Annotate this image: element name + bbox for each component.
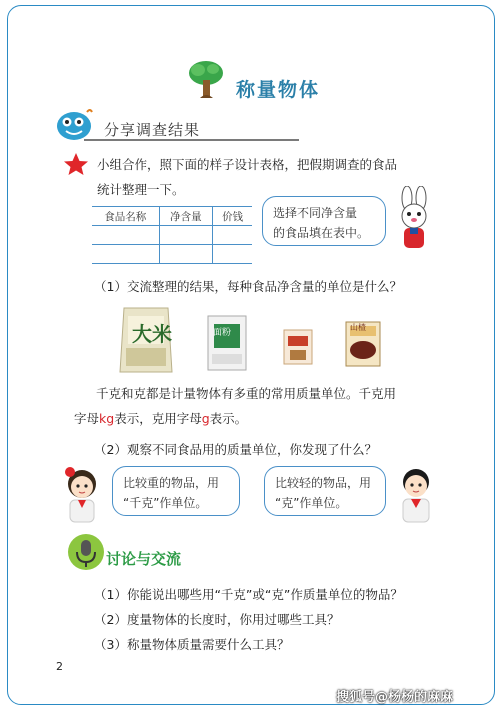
tree-icon: [186, 58, 226, 100]
flour-label: 面粉: [213, 328, 232, 338]
discussion-question-2: （2）度量物体的长度时，你用过哪些工具？: [94, 612, 340, 627]
discussion-question-3: （3）称量物体质量需要什么工具？: [94, 637, 290, 652]
table-header-row: [92, 207, 252, 226]
snack-label: 山楂: [350, 323, 366, 332]
task-intro-line2: 统计整理一下。: [97, 182, 185, 197]
units-text: 字母: [74, 411, 100, 426]
watermark: 搜狐号@杨杨的麻麻: [336, 690, 454, 705]
kg-unit: kg: [99, 411, 115, 426]
table-row: [92, 226, 252, 245]
hint-bubble: [262, 196, 386, 246]
table-header-cell: 食品名称: [92, 207, 159, 226]
table-header-cell: 净含量: [159, 207, 213, 226]
task-intro-line1: 小组合作，照下面的样子设计表格，把假期调查的食品: [97, 157, 398, 172]
heavy-line1: 比较重的物品，用: [123, 476, 220, 490]
g-unit: g: [201, 411, 210, 426]
microphone-mascot-icon: [66, 532, 106, 572]
units-text: 表示，克用字母: [114, 411, 202, 426]
units-line1: 千克和克都是计量物体有多重的常用质量单位。千克用: [96, 386, 397, 401]
star-icon: [63, 152, 89, 176]
question-1: （1）交流整理的结果，每种食品净含量的单位是什么？: [94, 279, 402, 294]
snack-box-image: [282, 326, 314, 366]
units-paragraph: [74, 381, 456, 431]
table-header-cell: 价钱: [213, 207, 252, 226]
boy-character-icon: [394, 462, 438, 524]
units-text: 表示。: [209, 411, 248, 426]
page-title: 称量物体: [236, 79, 321, 101]
heavy-items-bubble: [112, 466, 240, 516]
discussion-question-1: （1）你能说出哪些用“千克”或“克”作质量单位的物品？: [94, 587, 403, 602]
flour-bag-image: [206, 314, 248, 372]
light-line2: “克”作单位。: [275, 496, 348, 510]
hint-line2: 的食品填在表中。: [273, 226, 370, 240]
light-line1: 比较轻的物品，用: [275, 476, 372, 490]
girl-character-icon: [60, 462, 104, 524]
rice-label: 大米: [132, 322, 172, 346]
table-row: [92, 245, 252, 264]
page-number: 2: [56, 660, 63, 673]
heavy-line2: “千克”作单位。: [123, 496, 208, 510]
light-items-bubble: [264, 466, 386, 516]
rabbit-mascot-icon: [392, 186, 438, 252]
units-line2: [74, 406, 456, 431]
hint-line1: 选择不同净含量: [273, 206, 358, 220]
discussion-header: 讨论与交流: [106, 550, 182, 568]
question-2: （2）观察不同食品用的质量单位，你发现了什么？: [94, 442, 377, 457]
survey-table: [92, 206, 252, 264]
section-title: 分享调查结果: [104, 121, 201, 139]
